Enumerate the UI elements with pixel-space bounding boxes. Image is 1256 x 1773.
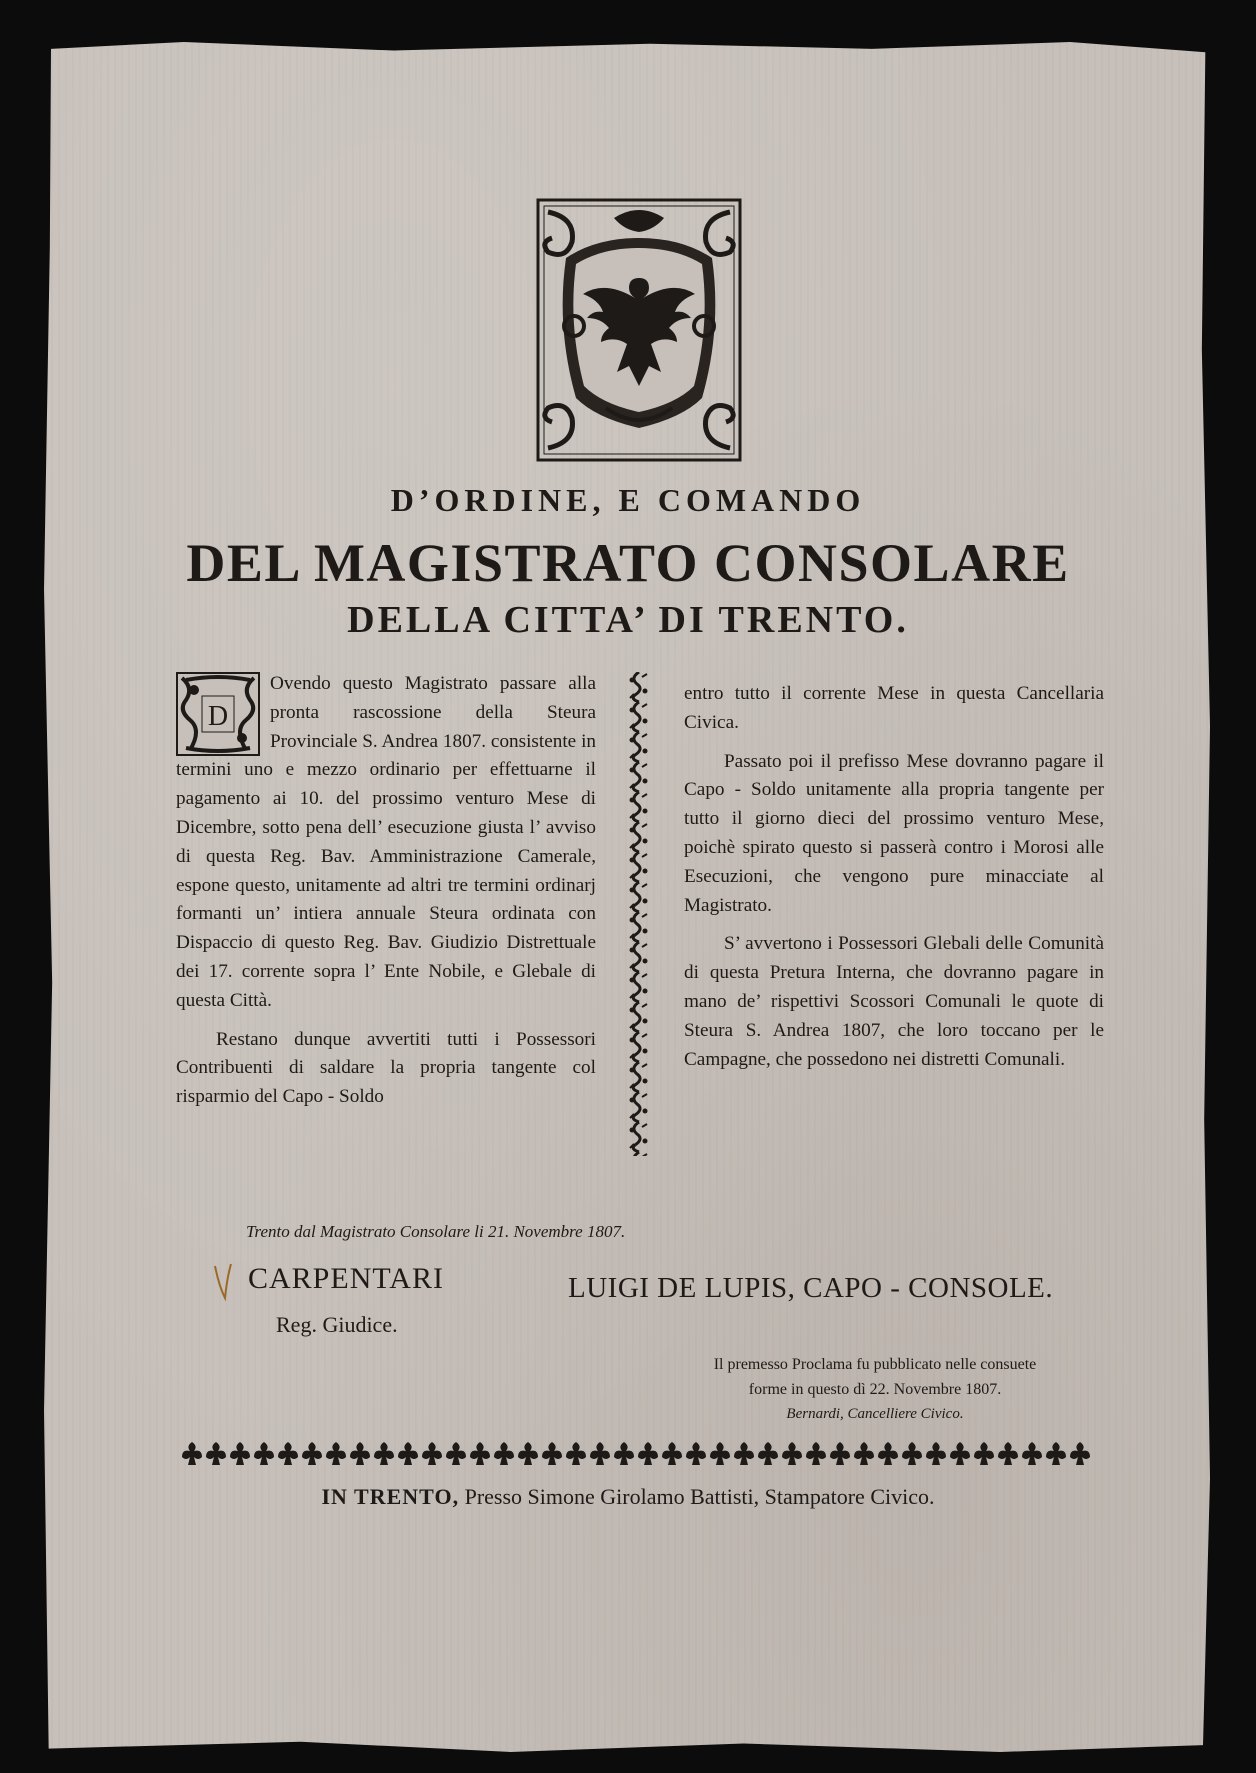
left-paragraph-1: Ovendo questo Magistrato passare alla pronta rascossione della Steura Provinciale S. Andrea 1807. consistente in termini uno e mezzo ordinario per effettuarne il pagamento ai 10. del prossimo venturo Mese di Dicembre, sotto pena dell’ esecuzione giusta l’ avviso di questa Reg. Bav. Amministrazione Camerale, espone questo, unitamente ad altri tre termini ordinarj formanti un’ intiera annuale Steura ordinata con Dispaccio di questo Reg. Bav. Giudizio Distrettuale dei 17. corrente sopra l’ Ente Nobile, e Glebale di questa Città.	[176, 673, 596, 1011]
heading-order: D’ORDINE, E COMANDO	[390, 482, 866, 518]
dropcap-letter: D	[207, 701, 229, 732]
signature-judge-name: CARPENTARI	[248, 1262, 444, 1295]
publication-note-line-1: Il premesso Proclama fu pubblicato nelle consuete	[713, 1356, 1037, 1373]
publication-note-signature: Bernardi, Cancelliere Civico.	[786, 1406, 964, 1422]
imprint-place: IN TRENTO,	[321, 1484, 460, 1509]
eagle-coat-of-arms-icon	[536, 198, 742, 462]
right-paragraph-2: Passato poi il prefisso Mese dovranno pagare il Capo - Soldo unitamente alla propria tangente per tutto il giorno dieci del prossimo venturo Mese, poichè spirato questo si passerà contro i Morosi alle Esecuzioni, che vengono pure minacciate al Magistrato.	[684, 750, 1104, 916]
handwritten-tick-icon	[213, 1262, 233, 1302]
horizontal-ornament-border-icon	[180, 1438, 1092, 1470]
imprint-printer: Presso Simone Girolamo Battisti, Stampatore Civico.	[464, 1484, 935, 1509]
publication-note-line-2: forme in questo dì 22. Novembre 1807.	[748, 1381, 1002, 1398]
dateline: Trento dal Magistrato Consolare li 21. Novembre 1807.	[246, 1222, 626, 1241]
signature-judge-title: Reg. Giudice.	[276, 1312, 398, 1337]
left-text-column	[176, 670, 596, 1112]
ornamental-dropcap-icon	[176, 672, 260, 756]
vertical-ornament-divider-icon	[628, 672, 650, 1156]
left-paragraph-2: Restano dunque avvertiti tutti i Possessori Contribuenti di saldare la propria tangente col risparmio del Capo - Soldo	[176, 1028, 596, 1108]
right-paragraph-3: S’ avvertono i Possessori Glebali delle Comunità di questa Pretura Interna, che dovranno pagare in mano de’ rispettivi Scossori Comunali le quote di Steura S. Andrea 1807, che loro toccano per le Campagne, che possedono nei distretti Comunali.	[684, 933, 1104, 1070]
printer-imprint	[0, 1484, 1256, 1510]
heading-city: DELLA CITTA’ DI TRENTO.	[347, 599, 909, 641]
signature-consul: LUIGI DE LUPIS, CAPO - CONSOLE.	[568, 1272, 1054, 1304]
right-text-column	[684, 680, 1104, 1074]
heading-magistrate: DEL MAGISTRATO CONSOLARE	[186, 533, 1070, 593]
right-paragraph-1: entro tutto il corrente Mese in questa Cancellaria Civica.	[684, 683, 1104, 733]
